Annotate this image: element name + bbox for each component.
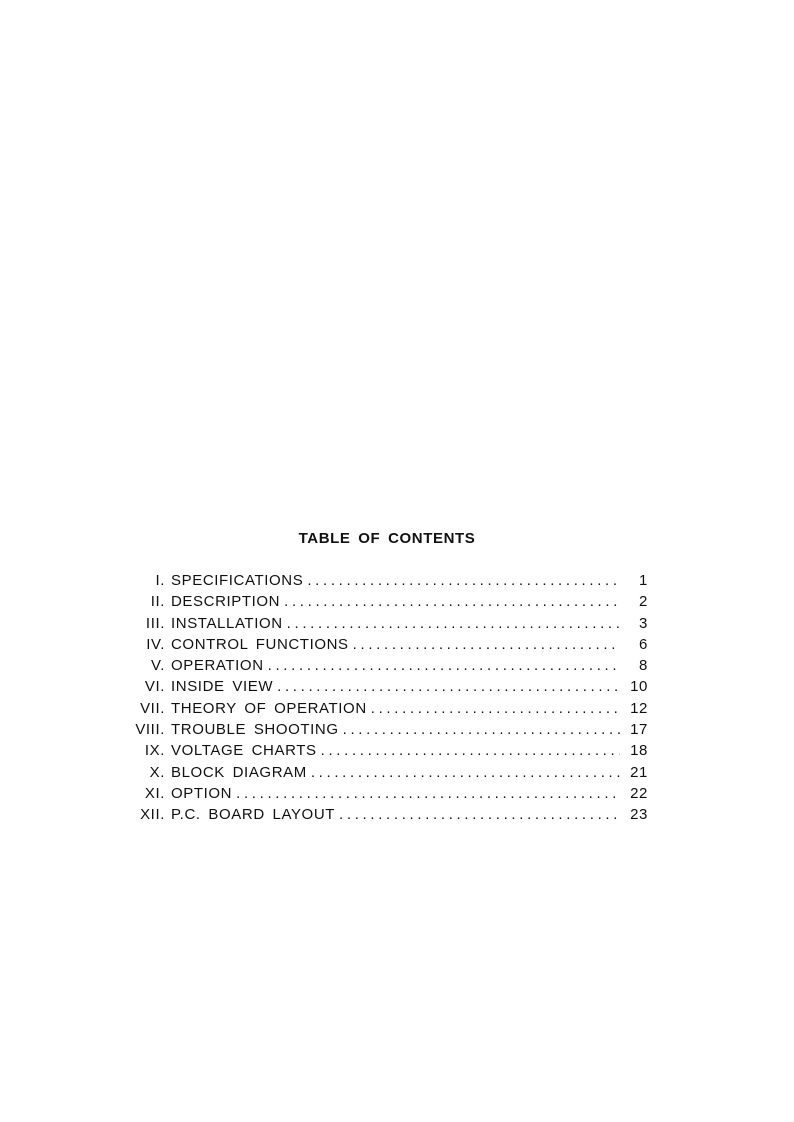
toc-entry-page: 21 — [630, 763, 648, 781]
toc-entry-page: 23 — [630, 806, 648, 824]
dot-leader — [307, 572, 620, 589]
toc-entry-page: 2 — [639, 593, 648, 611]
toc-entry-page: 6 — [639, 635, 648, 653]
toc-entry-number: I. — [155, 572, 165, 589]
toc-entry — [118, 764, 648, 785]
dot-leader — [311, 764, 620, 781]
dot-leader — [284, 593, 620, 610]
toc-entry-label: VOLTAGE CHARTS — [171, 742, 317, 760]
toc-entry-number: VI. — [144, 678, 165, 696]
toc-entry-label: OPERATION — [171, 657, 264, 675]
toc-entry-number: X. — [149, 763, 165, 781]
toc-entry-label: TROUBLE SHOOTING — [171, 721, 339, 739]
toc-entry-number: XI. — [144, 784, 165, 802]
toc-entry-number: VII. — [140, 699, 165, 717]
dot-leader — [371, 700, 620, 717]
toc-entry — [118, 572, 648, 593]
dot-leader — [339, 806, 620, 823]
dot-leader — [343, 721, 620, 738]
toc-entry — [118, 636, 648, 657]
toc-entry — [118, 721, 648, 742]
toc-entry — [118, 657, 648, 678]
table-of-contents — [118, 572, 648, 828]
toc-entry — [118, 678, 648, 699]
toc-entry-page: 10 — [630, 678, 648, 696]
dot-leader — [236, 785, 620, 802]
toc-entry — [118, 700, 648, 721]
dot-leader — [287, 615, 620, 632]
dot-leader — [277, 678, 620, 695]
toc-entry-page: 12 — [630, 699, 648, 717]
toc-entry-number: IV. — [146, 635, 165, 653]
toc-entry-page: 18 — [630, 742, 648, 760]
toc-entry-page: 8 — [639, 657, 648, 675]
toc-entry — [118, 785, 648, 806]
toc-entry-label: SPECIFICATIONS — [171, 572, 304, 589]
dot-leader — [268, 657, 620, 674]
toc-entry-label: DESCRIPTION — [171, 593, 281, 611]
page-title: TABLE OF CONTENTS — [298, 530, 476, 547]
toc-entry-page: 3 — [639, 614, 648, 632]
toc-entry-page: 17 — [630, 721, 648, 739]
toc-entry-label: INSIDE VIEW — [171, 678, 274, 696]
toc-entry-label: OPTION — [171, 784, 233, 802]
toc-entry-label: THEORY OF OPERATION — [171, 699, 367, 717]
toc-entry — [118, 615, 648, 636]
toc-entry-page: 22 — [630, 784, 648, 802]
toc-entry-page: 1 — [639, 572, 648, 589]
toc-entry-number: V. — [151, 657, 165, 675]
toc-entry — [118, 806, 648, 827]
dot-leader — [321, 742, 620, 759]
toc-entry-label: BLOCK DIAGRAM — [171, 763, 307, 781]
toc-entry-number: XII. — [140, 806, 165, 824]
toc-entry-number: III. — [145, 614, 165, 632]
toc-entry-number: VIII. — [135, 721, 165, 739]
toc-entry-label: CONTROL FUNCTIONS — [171, 635, 349, 653]
toc-entry — [118, 742, 648, 763]
toc-entry-label: INSTALLATION — [171, 614, 283, 632]
toc-entry — [118, 593, 648, 614]
dot-leader — [353, 636, 620, 653]
toc-entry-label: P.C. BOARD LAYOUT — [171, 806, 336, 824]
toc-entry-number: II. — [150, 593, 165, 611]
toc-entry-number: IX. — [144, 742, 165, 760]
